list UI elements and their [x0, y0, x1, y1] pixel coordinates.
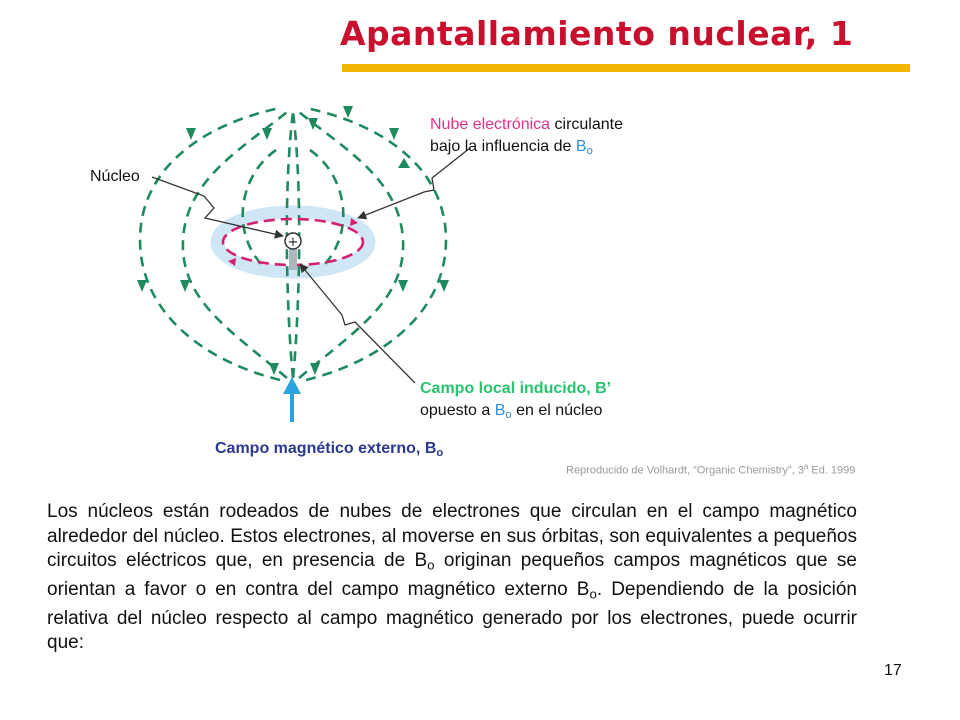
external-field-sub: o [436, 446, 444, 459]
induced-field-pre: opuesto a [420, 402, 495, 419]
external-field-text: Campo magnético externo, B [215, 440, 437, 457]
cloud-label-b: B [575, 138, 587, 155]
body-part-3: . Dependiendo de la posición relativa del núcleo respecto al campo magnético generado por los electrones, puede ocurrir que: [47, 578, 857, 654]
body-sub-2: o [589, 586, 597, 602]
external-field-label [215, 438, 443, 464]
external-field-arrow [283, 377, 301, 422]
electron-cloud-label [430, 114, 623, 162]
nucleus-symbol: + [287, 235, 299, 250]
cloud-label-b-sub: o [586, 144, 593, 157]
body-part-1: Los núcleos están rodeados de nubes de electrones que circulan en el campo magnético alrededor del núcleo. Estos electrones, al moverse en sus órbitas, son equivalentes a pequeños circuitos eléctricos que, en presencia de B [47, 501, 857, 571]
induced-field-title: Campo local inducido, B’ [420, 380, 612, 397]
induced-field-post: en el núcleo [511, 402, 603, 419]
cloud-label-line2: bajo la influencia de [430, 138, 576, 155]
source-credit [566, 462, 855, 477]
induced-field-b: B [494, 402, 506, 419]
body-part-2: originan pequeños campos magnéticos que se orientan a favor o en contra del campo magnético externo B [47, 550, 857, 600]
body-sub-1: o [427, 557, 435, 573]
nucleus-label: Núcleo [90, 168, 140, 185]
credit-sup: a [803, 462, 809, 471]
induced-field-b-sub: o [505, 408, 512, 421]
nucleus [285, 233, 301, 250]
cloud-label-highlight: Nube electrónica [430, 116, 551, 133]
induced-field-label [420, 378, 611, 426]
credit-post: Ed. 1999 [808, 464, 856, 477]
body-paragraph [47, 500, 857, 656]
cloud-label-rest: circulante [550, 116, 623, 133]
credit-pre: Reproducido de Volhardt, “Organic Chemistry”, 3 [566, 464, 804, 477]
induced-field-arrow [289, 248, 297, 270]
page-number: 17 [884, 662, 902, 679]
slide-title: Apantallamiento nuclear, 1 [340, 14, 854, 53]
